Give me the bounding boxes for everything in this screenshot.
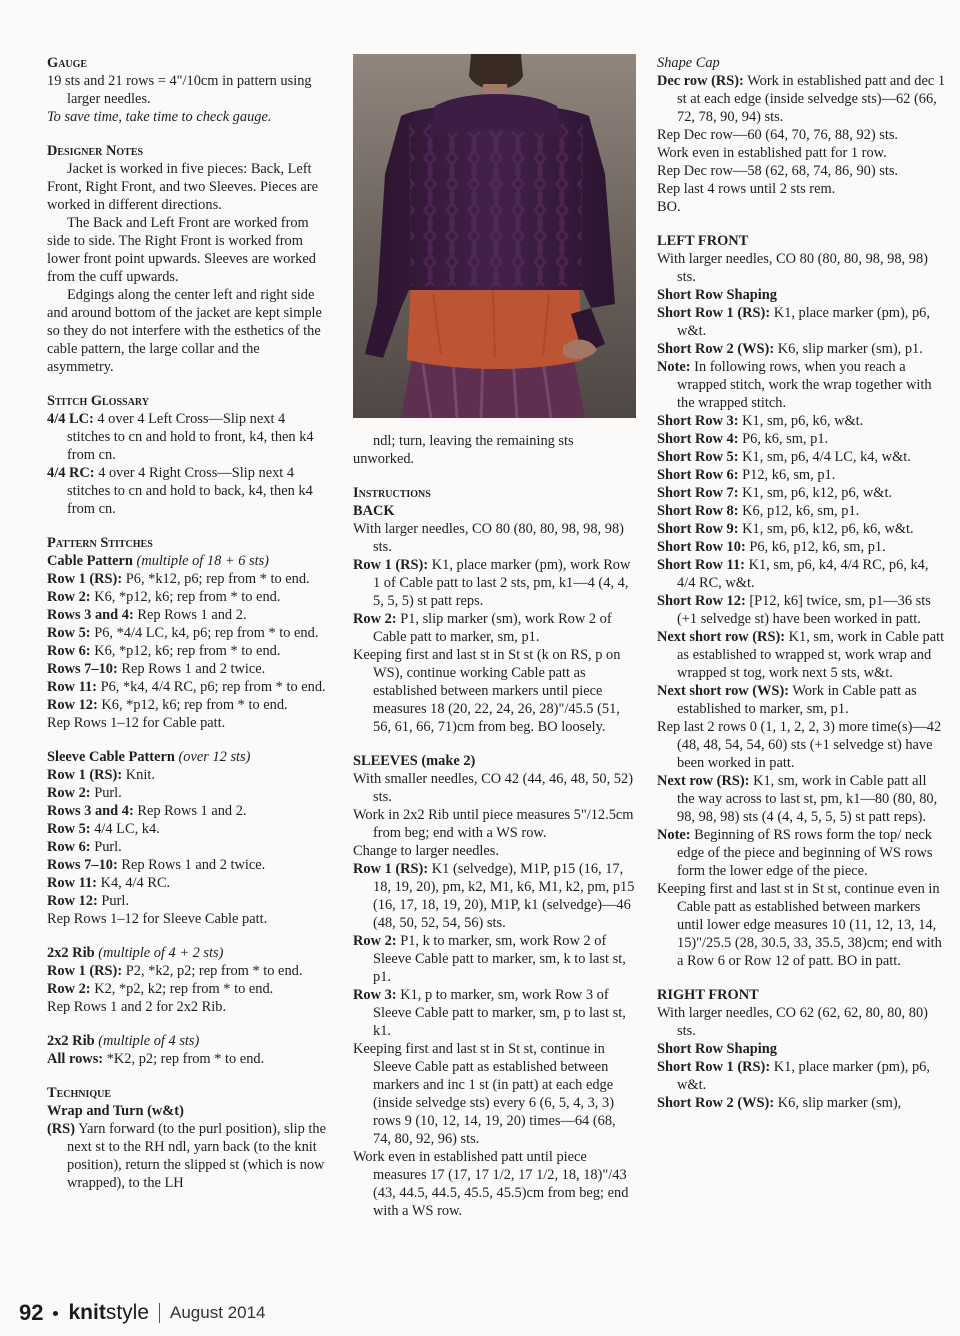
instruction-row [47, 962, 327, 980]
instruction-row-text: K4, 4/4 RC. [100, 875, 171, 891]
instruction-row-text: Purl. [94, 785, 122, 801]
instruction-row [47, 464, 327, 518]
instruction-row-term: Short Row 3: [657, 413, 739, 429]
right-front-instructions [657, 1058, 947, 1112]
instruction-row-term: Short Row 6: [657, 467, 739, 483]
instruction-row-term: Rows 3 and 4: [47, 607, 134, 623]
instruction-row-text: Keeping first and last st in St st (k on RS, p on WS), continue working Cable patt as established between markers until piece measures 18 (20, 22, 24, 26, 28)"/45.5 (51, 56, 61, 66, 71)cm from beg. BO loosely. [353, 647, 621, 735]
gauge-heading: Gauge [47, 55, 88, 71]
instruction-row [353, 1040, 636, 1148]
designer-notes-heading: Designer Notes [47, 143, 144, 159]
instruction-row-text: Keeping first and last st in St st, continue in Sleeve Cable patt as established between markers and inc 1 st (in patt) at each edge (inside selvedge sts) every 6 (6, 5, 4, 3, 3) rows 9 (10, 12, 14, 19, 20) times—64 (68, 74, 80, 92, 96) sts. [353, 1041, 616, 1147]
model-back-photo [353, 54, 636, 418]
rib-a-title [47, 944, 327, 962]
instruction-row-term: Rows 3 and 4: [47, 803, 134, 819]
rib-b-rows [47, 1050, 327, 1068]
sleeve-cable-title [47, 748, 327, 766]
instruction-row-text: Knit. [125, 767, 155, 783]
instruction-row-text: BO. [657, 199, 681, 215]
right-front-heading: RIGHT FRONT [657, 987, 759, 1003]
instruction-row [657, 772, 947, 826]
instruction-row [657, 718, 947, 772]
instruction-row-text: Work in Cable patt as established to marker, sm, p1. [677, 683, 917, 717]
instruction-row-term: Short Row 12: [657, 593, 746, 609]
instruction-row [353, 986, 636, 1040]
instruction-row-text: P6, k6, sm, p1. [742, 431, 829, 447]
instruction-row-text: [P12, k6] twice, sm, p1—36 sts (+1 selvedge st) have been worked in patt. [677, 593, 931, 627]
sleeves-heading: SLEEVES (make 2) [353, 753, 476, 769]
cable-pattern-title [47, 552, 327, 570]
instruction-row-text: Rep Rows 1–12 for Sleeve Cable patt. [47, 911, 268, 927]
instruction-row [657, 340, 947, 358]
column-middle [353, 54, 636, 1220]
instruction-row-text: K6, *p12, k6; rep from * to end. [101, 697, 288, 713]
page-number: 92 [19, 1300, 44, 1325]
instruction-row-text: P6, *k4, 4/4 RC, p6; rep from * to end. [100, 679, 326, 695]
instruction-row-text: K6, slip marker (sm), [777, 1095, 902, 1111]
instruction-row-term: Short Row 4: [657, 431, 739, 447]
instruction-row [353, 520, 636, 556]
instruction-row-text: Rep Rows 1–12 for Cable patt. [47, 715, 226, 731]
instruction-row-text: K1, place marker (pm), p6, w&t. [677, 305, 930, 339]
column-right [657, 54, 947, 1112]
instruction-row [657, 682, 947, 718]
instruction-row-term: Row 2: [353, 933, 397, 949]
stitch-glossary-list [47, 410, 327, 518]
instruction-row [47, 714, 327, 732]
sleeves-instructions [353, 770, 636, 1220]
gauge-text: 19 sts and 21 rows = 4"/10cm in pattern using larger needles. [47, 73, 312, 107]
column-left [47, 54, 327, 1192]
instruction-row [657, 592, 947, 628]
back-heading: BACK [353, 503, 395, 519]
instruction-row-text: Rep last 2 rows 0 (1, 1, 2, 2, 3) more time(s)—42 (48, 48, 54, 54, 60) sts (+1 selvedge st) have been worked in patt. [657, 719, 942, 771]
instruction-row-term: Rows 7–10: [47, 857, 118, 873]
instruction-row-term: Short Row 1 (RS): [657, 1059, 771, 1075]
instruction-row [353, 932, 636, 986]
instruction-row-text: Beginning of RS rows form the top/ neck edge of the piece and beginning of WS rows form the lower edge of the piece. [677, 827, 933, 879]
instruction-row-term: Short Row 7: [657, 485, 739, 501]
instruction-row [47, 606, 327, 624]
instruction-row-text: 4/4 LC, k4. [94, 821, 160, 837]
instruction-row-text: Rep Rows 1 and 2. [137, 607, 247, 623]
rib-a-title-text: 2x2 Rib [47, 945, 95, 961]
instruction-row-term: 4/4 LC: [47, 411, 94, 427]
wrap-and-turn-text [47, 1120, 327, 1192]
sleeve-cable-title-text: Sleeve Cable Pattern [47, 749, 175, 765]
shape-cap-heading: Shape Cap [657, 55, 720, 71]
instruction-row-text: In following rows, when you reach a wrapped stitch, work the wrap together with the wrapped stitch. [677, 359, 932, 411]
instruction-row [353, 842, 636, 860]
instruction-row-term: Dec row (RS): [657, 73, 744, 89]
instruction-row-text: K1, sm, work in Cable patt as established to wrapped st, work wrap and wrapped st tog, work next 5 sts, w&t. [677, 629, 945, 681]
instruction-row-text: Rep Dec row—58 (62, 68, 74, 86, 90) sts. [657, 163, 899, 179]
rib-b-title [47, 1032, 327, 1050]
instruction-row [47, 1050, 327, 1068]
designer-notes-p3: Edgings along the center left and right side and around bottom of the jacket are kept simple so they do not interfere with the esthetics of the cable pattern, the large collar and the asymmetry. [47, 287, 322, 375]
instruction-row-term: Row 5: [47, 625, 91, 641]
instruction-row-text: With smaller needles, CO 42 (44, 46, 48, 50, 52) sts. [353, 771, 633, 805]
rib-b-title-text: 2x2 Rib [47, 1033, 95, 1049]
instruction-row [657, 430, 947, 448]
logo-knit: knit [68, 1301, 106, 1324]
instruction-row-term: All rows: [47, 1051, 104, 1067]
instruction-row-term: Row 1 (RS): [47, 767, 123, 783]
instruction-row [657, 538, 947, 556]
instruction-row-term: Short Row 11: [657, 557, 745, 573]
instruction-row-text: Rep Dec row—60 (64, 70, 76, 88, 92) sts. [657, 127, 899, 143]
instruction-row-text: K6, slip marker (sm), p1. [777, 341, 923, 357]
instruction-row-text: Purl. [101, 893, 129, 909]
instruction-row-text: P6, k6, p12, k6, sm, p1. [749, 539, 886, 555]
instruction-row [657, 448, 947, 466]
instruction-row [657, 520, 947, 538]
cable-pattern-subtitle: (multiple of 18 + 6 sts) [136, 553, 269, 569]
instruction-row-text: K1, sm, p6, 4/4 LC, k4, w&t. [742, 449, 911, 465]
sleeve-cable-subtitle: (over 12 sts) [178, 749, 251, 765]
instruction-row [657, 126, 947, 144]
instruction-row [47, 660, 327, 678]
instruction-row-term: Note: [657, 359, 691, 375]
instruction-row [657, 358, 947, 412]
instruction-row-text: P6, *4/4 LC, k4, p6; rep from * to end. [94, 625, 319, 641]
instruction-row [353, 860, 636, 932]
instruction-row [47, 570, 327, 588]
instruction-row [657, 72, 947, 126]
instruction-row-text: Work in established patt and dec 1 st at each edge (inside selvedge sts)—62 (66, 72, 78, 90, 94) sts. [677, 73, 946, 125]
sweater-cable-texture [409, 124, 583, 286]
instruction-row-text: Rep Rows 1 and 2. [137, 803, 247, 819]
instruction-row [47, 856, 327, 874]
instruction-row-text: K1, sm, p6, k6, w&t. [742, 413, 864, 429]
magazine-logo [68, 1301, 149, 1325]
instruction-row [47, 910, 327, 928]
instruction-row-text: Work in 2x2 Rib until piece measures 5"/12.5cm from beg; end with a WS row. [353, 807, 634, 841]
instruction-row-text: P1, k to marker, sm, work Row 2 of Sleeve Cable patt to marker, sm, k to last st, p1. [373, 933, 626, 985]
left-front-instructions [657, 304, 947, 970]
instruction-row-text: K1, sm, p6, k12, p6, w&t. [742, 485, 893, 501]
sleeve-cable-rows [47, 766, 327, 928]
instruction-row [657, 1094, 947, 1112]
instruction-row [47, 784, 327, 802]
instruction-row-term: Row 2: [47, 785, 91, 801]
instruction-row-term: Short Row 1 (RS): [657, 305, 771, 321]
instruction-row-text: P1, slip marker (sm), work Row 2 of Cable patt to marker, sm, p1. [373, 611, 612, 645]
instruction-row [47, 410, 327, 464]
instruction-row-term: 4/4 RC: [47, 465, 95, 481]
page-footer [19, 1300, 265, 1326]
instruction-row-text: K6, p12, k6, sm, p1. [742, 503, 860, 519]
instruction-row-term: Short Row 2 (WS): [657, 341, 775, 357]
instruction-row [47, 678, 327, 696]
instruction-row-term: Row 6: [47, 839, 91, 855]
instruction-row-term: Row 5: [47, 821, 91, 837]
instruction-row-text: K6, *p12, k6; rep from * to end. [94, 589, 281, 605]
instruction-row-term: Note: [657, 827, 691, 843]
instruction-row-term: Next short row (RS): [657, 629, 786, 645]
left-front-short-row-heading: Short Row Shaping [657, 287, 777, 303]
back-instructions [353, 520, 636, 736]
instruction-row [657, 162, 947, 180]
footer-bullet [53, 1311, 58, 1316]
instruction-row-text: Change to larger needles. [353, 843, 499, 859]
logo-style: style [105, 1301, 150, 1324]
instruction-row-term: Row 6: [47, 643, 91, 659]
gauge-note: To save time, take time to check gauge. [47, 109, 272, 125]
instruction-row [47, 696, 327, 714]
instruction-row [47, 588, 327, 606]
instruction-row [353, 556, 636, 610]
instruction-row [47, 802, 327, 820]
instruction-row-text: K1, place marker (pm), p6, w&t. [677, 1059, 930, 1093]
instruction-row-text: Rep Rows 1 and 2 twice. [121, 661, 266, 677]
instruction-row [47, 766, 327, 784]
cable-pattern-title-text: Cable Pattern [47, 553, 133, 569]
instruction-row [47, 838, 327, 856]
instruction-row [47, 874, 327, 892]
instruction-row-text: Rep Rows 1 and 2 for 2x2 Rib. [47, 999, 227, 1015]
issue-date: August 2014 [170, 1303, 266, 1322]
instruction-row-text: K1, p to marker, sm, work Row 3 of Sleeve Cable patt to marker, sm, p to last st, k1. [373, 987, 626, 1039]
instruction-row-text: Rep Rows 1 and 2 twice. [121, 857, 266, 873]
instruction-row-text: 4 over 4 Right Cross—Slip next 4 stitches to cn and hold to back, k4, then k4 from cn. [67, 465, 313, 517]
instruction-row [47, 892, 327, 910]
instruction-row [657, 826, 947, 880]
wrap-and-turn-title: Wrap and Turn (w&t) [47, 1103, 184, 1119]
instruction-row-text: Work even in established patt for 1 row. [657, 145, 887, 161]
instruction-row-term: Row 2: [353, 611, 397, 627]
instruction-row [657, 628, 947, 682]
instruction-row-term: Next row (RS): [657, 773, 750, 789]
instruction-row-text: K1, place marker (pm), work Row 1 of Cable patt to last 2 sts, pm, k1—4 (4, 4, 5, 5, 5) st patt reps. [373, 557, 631, 609]
instruction-row [353, 610, 636, 646]
instruction-row [657, 484, 947, 502]
instruction-row-term: Row 1 (RS): [47, 963, 123, 979]
rib-a-subtitle: (multiple of 4 + 2 sts) [98, 945, 224, 961]
instruction-row-term: Row 1 (RS): [47, 571, 123, 587]
instruction-row-text: P6, *k12, p6; rep from * to end. [125, 571, 310, 587]
instruction-row-term: Row 11: [47, 875, 97, 891]
wrap-and-turn-term: (RS) [47, 1121, 75, 1137]
instruction-row-text: K1, sm, work in Cable patt all the way across to last st, pm, k1—80 (80, 80, 98, 98, 98) sts (4 (4, 4, 5, 5, 5) st patt reps). [677, 773, 938, 825]
instruction-row-term: Row 11: [47, 679, 97, 695]
instruction-row [353, 806, 636, 842]
instruction-row-term: Row 3: [353, 987, 397, 1003]
right-front-intro: With larger needles, CO 62 (62, 62, 80, 80, 80) sts. [657, 1005, 928, 1039]
instruction-row [657, 412, 947, 430]
instruction-row-term: Short Row 9: [657, 521, 739, 537]
instruction-row [657, 880, 947, 970]
stitch-glossary-heading: Stitch Glossary [47, 393, 149, 409]
footer-divider [159, 1303, 160, 1323]
instruction-row-text: Purl. [94, 839, 122, 855]
instruction-row [47, 624, 327, 642]
instruction-row [657, 180, 947, 198]
instruction-row-text: *K2, p2; rep from * to end. [106, 1051, 265, 1067]
instruction-row-text: K6, *p12, k6; rep from * to end. [94, 643, 281, 659]
instruction-row-term: Row 12: [47, 893, 98, 909]
wrap-and-turn-body: Yarn forward (to the purl position), slip the next st to the RH ndl, yarn back (to the knit position), return the slipped st (which is now wrapped), to the LH [67, 1121, 327, 1191]
instruction-row-term: Rows 7–10: [47, 661, 118, 677]
designer-notes-p2: The Back and Left Front are worked from side to side. The Right Front is worked from lower front point upwards. Sleeves are worked from the cuff upwards. [47, 215, 316, 285]
instruction-row-text: Work even in established patt until piece measures 17 (17, 17 1/2, 17 1/2, 18, 18)"/43 (43, 44.5, 44.5, 45.5, 45.5)cm from beg; end with a WS row. [353, 1149, 629, 1219]
rib-a-rows [47, 962, 327, 1016]
instructions-heading: Instructions [353, 485, 431, 501]
instruction-row-text: K1, sm, p6, k12, p6, k6, w&t. [742, 521, 914, 537]
instruction-row-text: With larger needles, CO 80 (80, 80, 98, 98, 98) sts. [353, 521, 624, 555]
instruction-row-term: Next short row (WS): [657, 683, 790, 699]
wrap-continued-text: ndl; turn, leaving the remaining sts unworked. [353, 433, 574, 467]
instruction-row [657, 556, 947, 592]
instruction-row [657, 1058, 947, 1094]
instruction-row [47, 998, 327, 1016]
instruction-row-text: P2, *k2, p2; rep from * to end. [125, 963, 303, 979]
model-photo-illustration [353, 54, 636, 418]
instruction-row-text: K2, *p2, k2; rep from * to end. [94, 981, 274, 997]
instruction-row-text: 4 over 4 Left Cross—Slip next 4 stitches to cn and hold to front, k4, then k4 from cn. [67, 411, 314, 463]
left-front-intro: With larger needles, CO 80 (80, 80, 98, 98, 98) sts. [657, 251, 928, 285]
instruction-row-term: Short Row 10: [657, 539, 746, 555]
instruction-row [353, 1148, 636, 1220]
instruction-row [657, 198, 947, 216]
instruction-row-term: Short Row 2 (WS): [657, 1095, 775, 1111]
designer-notes-p1: Jacket is worked in five pieces: Back, Left Front, Right Front, and two Sleeves. Pieces are worked in different directions. [47, 161, 318, 213]
instruction-row [353, 770, 636, 806]
instruction-row-term: Row 1 (RS): [353, 557, 429, 573]
instruction-row [47, 980, 327, 998]
instruction-row [47, 820, 327, 838]
instruction-row [657, 466, 947, 484]
instruction-row-term: Row 1 (RS): [353, 861, 429, 877]
instruction-row [657, 502, 947, 520]
technique-heading: Technique [47, 1085, 112, 1101]
instruction-row-text: Rep last 4 rows until 2 sts rem. [657, 181, 836, 197]
instruction-row-text: K1, sm, p6, k4, 4/4 RC, p6, k4, 4/4 RC, w&t. [677, 557, 929, 591]
shape-cap-instructions [657, 72, 947, 216]
instruction-row [353, 646, 636, 736]
rib-b-subtitle: (multiple of 4 sts) [98, 1033, 200, 1049]
pattern-stitches-heading: Pattern Stitches [47, 535, 153, 551]
instruction-row-term: Short Row 5: [657, 449, 739, 465]
instruction-row-term: Short Row 8: [657, 503, 739, 519]
instruction-row-term: Row 2: [47, 981, 91, 997]
instruction-row-term: Row 2: [47, 589, 91, 605]
instruction-row [657, 304, 947, 340]
instruction-row-text: K1 (selvedge), M1P, p15 (16, 17, 18, 19, 20), pm, k2, M1, k6, M1, k2, pm, p15 (16, 17, 18, 19, 20), M1P, k1 (selvedge)—46 (48, 50, 52, 54, 56) sts. [373, 861, 635, 931]
right-front-short-row-heading: Short Row Shaping [657, 1041, 777, 1057]
instruction-row-text: P12, k6, sm, p1. [742, 467, 836, 483]
left-front-heading: LEFT FRONT [657, 233, 749, 249]
instruction-row-text: Keeping first and last st in St st, continue even in Cable patt as established between markers until lower edge measures 10 (11, 12, 13, 14, 15)"/25.5 (28, 30.5, 33, 35.5, 38)cm; end with a Row 6 or Row 12 of patt. BO in patt. [657, 881, 942, 969]
instruction-row [47, 642, 327, 660]
cable-pattern-rows [47, 570, 327, 732]
instruction-row-term: Row 12: [47, 697, 98, 713]
instruction-row [657, 144, 947, 162]
